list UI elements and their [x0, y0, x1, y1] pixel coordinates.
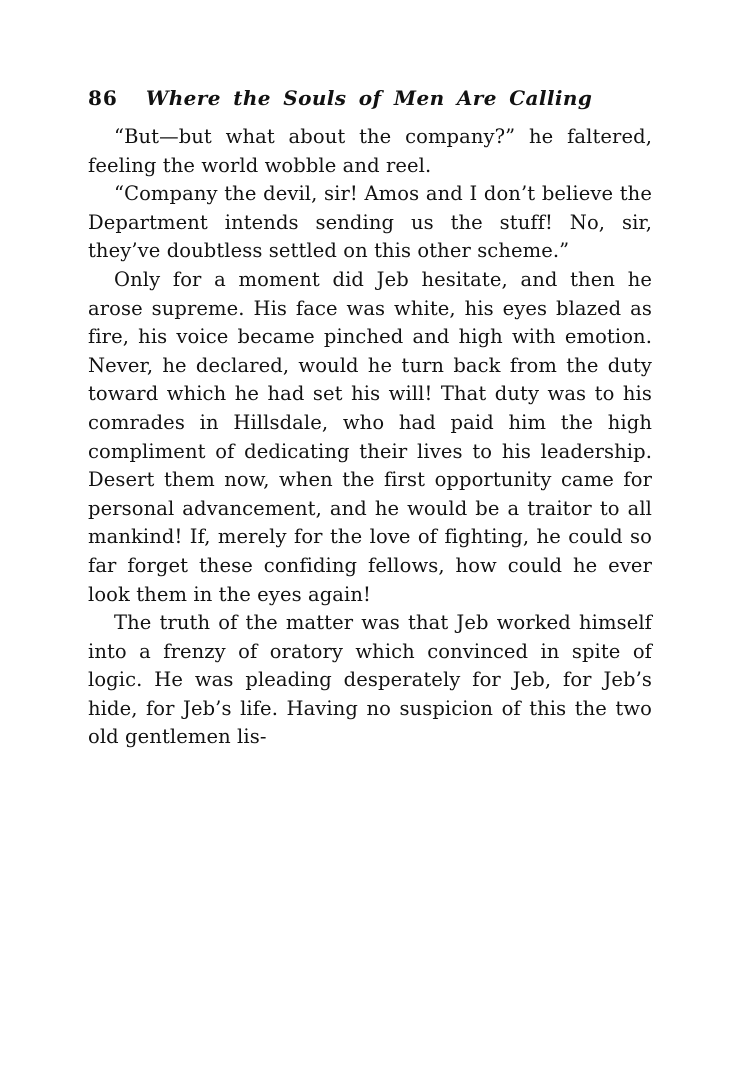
paragraph: Only for a moment did Jeb hesitate, and then he arose supreme. His face was white, his eyes blazed as fire, his voice became pinched and high with emotion. Never, he declared, would he turn back from the duty toward which he had set his will! That duty was to his comrades in Hillsdale, who had paid him the high compliment of dedicating their lives to his leadership. Desert them now, when the first opportunity came for personal advancement, and he would be a traitor to all mankind! If, merely for the love of fighting, he could so far forget these confiding fellows, how could he ever look them in the eyes again!	[88, 267, 652, 606]
body-text	[88, 123, 652, 752]
paragraph: “Company the devil, sir! Amos and I don’t believe the Department intends sending us the stuff! No, sir, they’ve doubtless settled on this other scheme.”	[88, 182, 652, 263]
paragraph: The truth of the matter was that Jeb worked himself into a frenzy of oratory which convinced in spite of logic. He was pleading desperately for Jeb, for Jeb’s hide, for Jeb’s life. Having no suspicion of this the two old gentlemen lis-	[88, 611, 652, 749]
page-number: 86	[88, 86, 118, 110]
running-title: Where the Souls of Men Are Calling	[145, 86, 593, 110]
running-head	[88, 86, 652, 110]
paragraph: “But—but what about the company?” he faltered, feeling the world wobble and reel.	[88, 125, 652, 177]
